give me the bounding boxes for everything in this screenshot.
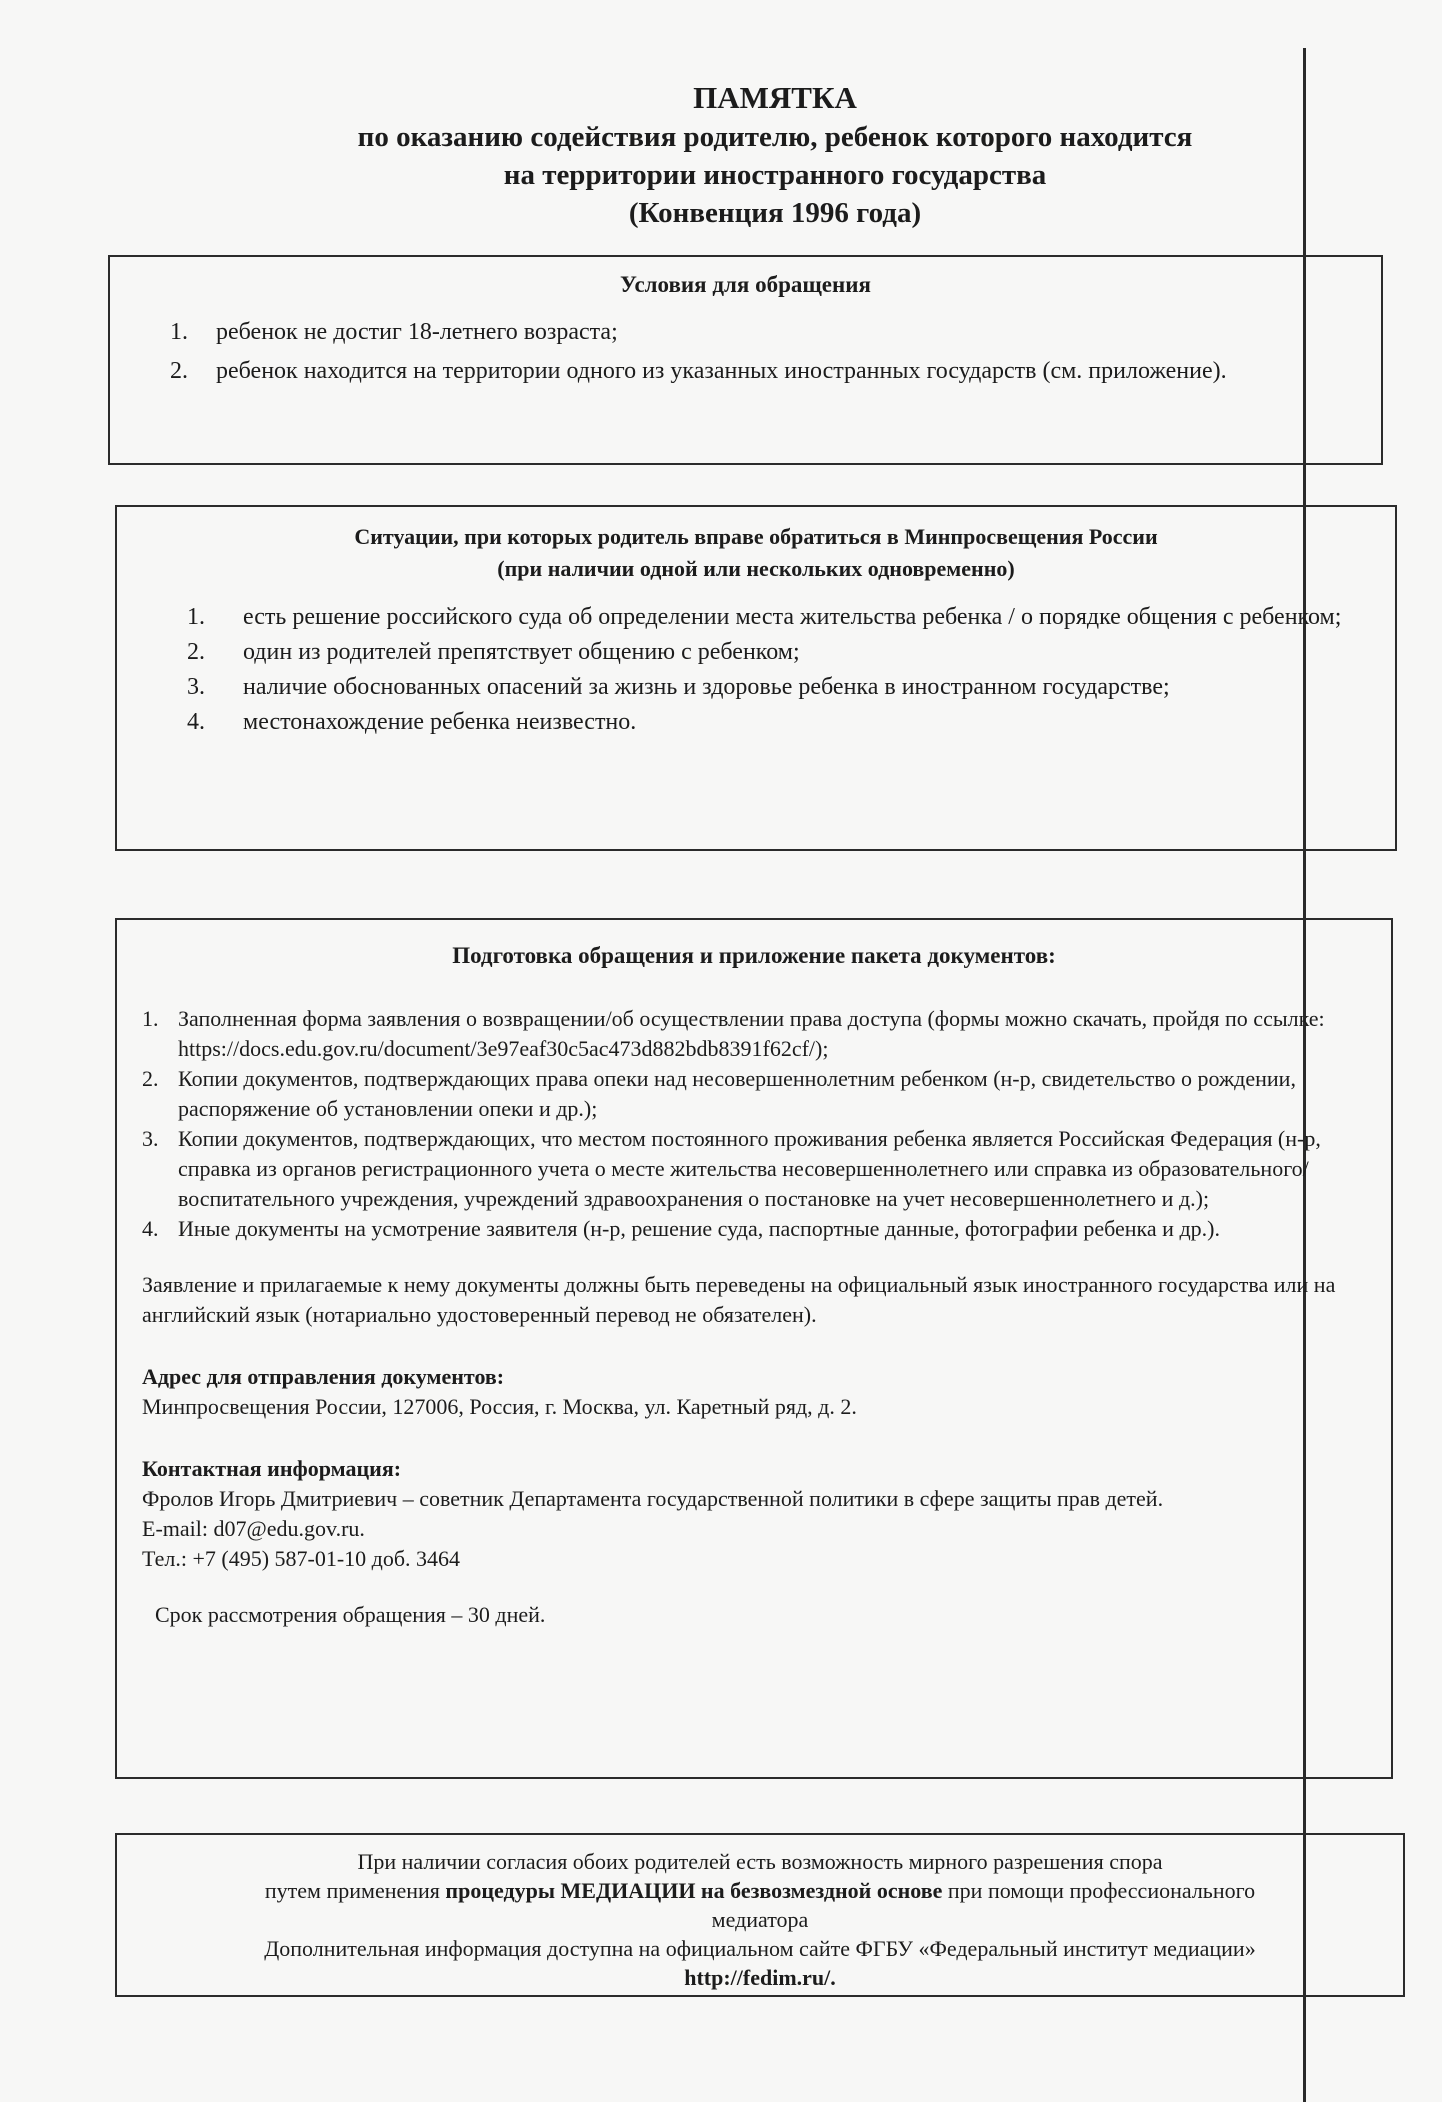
document-header xyxy=(160,78,1390,232)
situations-box xyxy=(115,505,1397,851)
item-number: 1. xyxy=(187,604,205,630)
documents-list xyxy=(142,1004,1362,1244)
item-text: наличие обоснованных опасений за жизнь и здоровье ребенка в иностранном государстве; xyxy=(243,674,1170,700)
list-item xyxy=(187,706,1367,739)
item-number: 4. xyxy=(142,1216,159,1241)
conditions-list xyxy=(170,313,1350,391)
document-title: ПАМЯТКА xyxy=(693,80,857,115)
preparation-title: Подготовка обращения и приложение пакета документов: xyxy=(452,943,1056,968)
mediation-line-2-end: при помощи профессионального xyxy=(942,1878,1256,1903)
item-number: 2. xyxy=(187,639,205,665)
document-subtitle-line-1: по оказанию содействия родителю, ребенок которого находится xyxy=(357,121,1193,153)
item-text: Копии документов, подтверждающих, что местом постоянного проживания ребенка является Российская Федерация (н-р, справка из органов регистрационного учета о месте жительства несовершеннолетнего или справка из образовательного/воспитательного учреждения, учреждений здравоохранения о постановке на учет несовершеннолетнего и д.); xyxy=(178,1126,1321,1211)
contact-section xyxy=(142,1454,1372,1574)
address-label: Адрес для отправления документов: xyxy=(142,1364,505,1389)
mediation-box xyxy=(115,1833,1405,1997)
item-text: ребенок находится на территории одного из указанных иностранных государств (см. приложение). xyxy=(216,358,1227,384)
item-number: 1. xyxy=(170,319,188,345)
document-subtitle-line-2: на территории иностранного государства xyxy=(503,159,1047,191)
item-number: 3. xyxy=(187,674,205,700)
fedim-link[interactable]: http://fedim.ru/. xyxy=(684,1965,836,1990)
item-text: Копии документов, подтверждающих права опеки над несовершеннолетним ребенком (н-р, свидетельство о рождении, распоряжение об установлении опеки и др.); xyxy=(178,1066,1296,1121)
situations-title-line-2: (при наличии одной или нескольких одновременно) xyxy=(497,556,1015,581)
mediation-text xyxy=(117,1847,1403,1992)
contact-person: Фролов Игорь Дмитриевич – советник Департамента государственной политики в сфере защиты прав детей. xyxy=(142,1486,1164,1511)
item-text: ребенок не достиг 18-летнего возраста; xyxy=(216,319,618,345)
list-item xyxy=(170,313,1350,352)
item-number: 2. xyxy=(170,358,188,384)
address-section xyxy=(142,1362,1372,1422)
situations-list xyxy=(187,601,1367,739)
item-number: 2. xyxy=(142,1066,159,1091)
contact-label: Контактная информация: xyxy=(142,1456,402,1481)
conditions-title: Условия для обращения xyxy=(620,272,871,297)
list-item xyxy=(187,671,1367,704)
address-text: Минпросвещения России, 127006, Россия, г. Москва, ул. Каретный ряд, д. 2. xyxy=(142,1394,857,1419)
item-number: 3. xyxy=(142,1126,159,1151)
list-item xyxy=(142,1004,1362,1064)
mediation-procedure-emphasis: процедуры МЕДИАЦИИ на безвозмездной основе xyxy=(445,1878,943,1903)
preparation-box xyxy=(115,918,1393,1779)
mediation-line-1: При наличии согласия обоих родителей есть возможность мирного разрешения спора xyxy=(357,1849,1163,1874)
item-text: есть решение российского суда об определении места жительства ребенка / о порядке общения с ребенком; xyxy=(243,604,1342,630)
review-term: Срок рассмотрения обращения – 30 дней. xyxy=(155,1602,546,1627)
contact-email: E-mail: d07@edu.gov.ru. xyxy=(142,1516,365,1541)
conditions-box xyxy=(108,255,1383,465)
mediation-line-2-start: путем применения xyxy=(264,1878,446,1903)
contact-phone: Тел.: +7 (495) 587-01-10 доб. 3464 xyxy=(142,1546,461,1571)
mediation-line-4: Дополнительная информация доступна на официальном сайте ФГБУ «Федеральный институт медиации» xyxy=(264,1936,1256,1961)
situations-title-line-1: Ситуации, при которых родитель вправе обратиться в Минпросвещения России xyxy=(354,524,1158,549)
translation-note: Заявление и прилагаемые к нему документы должны быть переведены на официальный язык иностранного государства или на английский язык (нотариально удостоверенный перевод не обязателен). xyxy=(142,1272,1336,1327)
list-item xyxy=(187,601,1367,634)
item-text: один из родителей препятствует общению с ребенком; xyxy=(243,639,800,665)
item-number: 1. xyxy=(142,1006,159,1031)
document-subtitle-line-3: (Конвенция 1996 года) xyxy=(628,197,922,229)
list-item xyxy=(142,1124,1362,1214)
item-text: местонахождение ребенка неизвестно. xyxy=(243,709,637,735)
list-item xyxy=(142,1064,1362,1124)
item-text: Заполненная форма заявления о возвращении/об осуществлении права доступа (формы можно скачать, пройдя по ссылке: https://docs.edu.gov.ru/document/3e97eaf30c5ac473d882bdb8391f62cf/); xyxy=(178,1006,1325,1061)
list-item xyxy=(142,1214,1362,1244)
mediation-line-2 xyxy=(117,1876,1403,1905)
item-number: 4. xyxy=(187,709,205,735)
list-item xyxy=(187,636,1367,669)
list-item xyxy=(170,352,1350,391)
item-text: Иные документы на усмотрение заявителя (н-р, решение суда, паспортные данные, фотографии ребенка и др.). xyxy=(178,1216,1220,1241)
mediation-line-3: медиатора xyxy=(711,1907,809,1932)
situations-title xyxy=(117,521,1395,585)
